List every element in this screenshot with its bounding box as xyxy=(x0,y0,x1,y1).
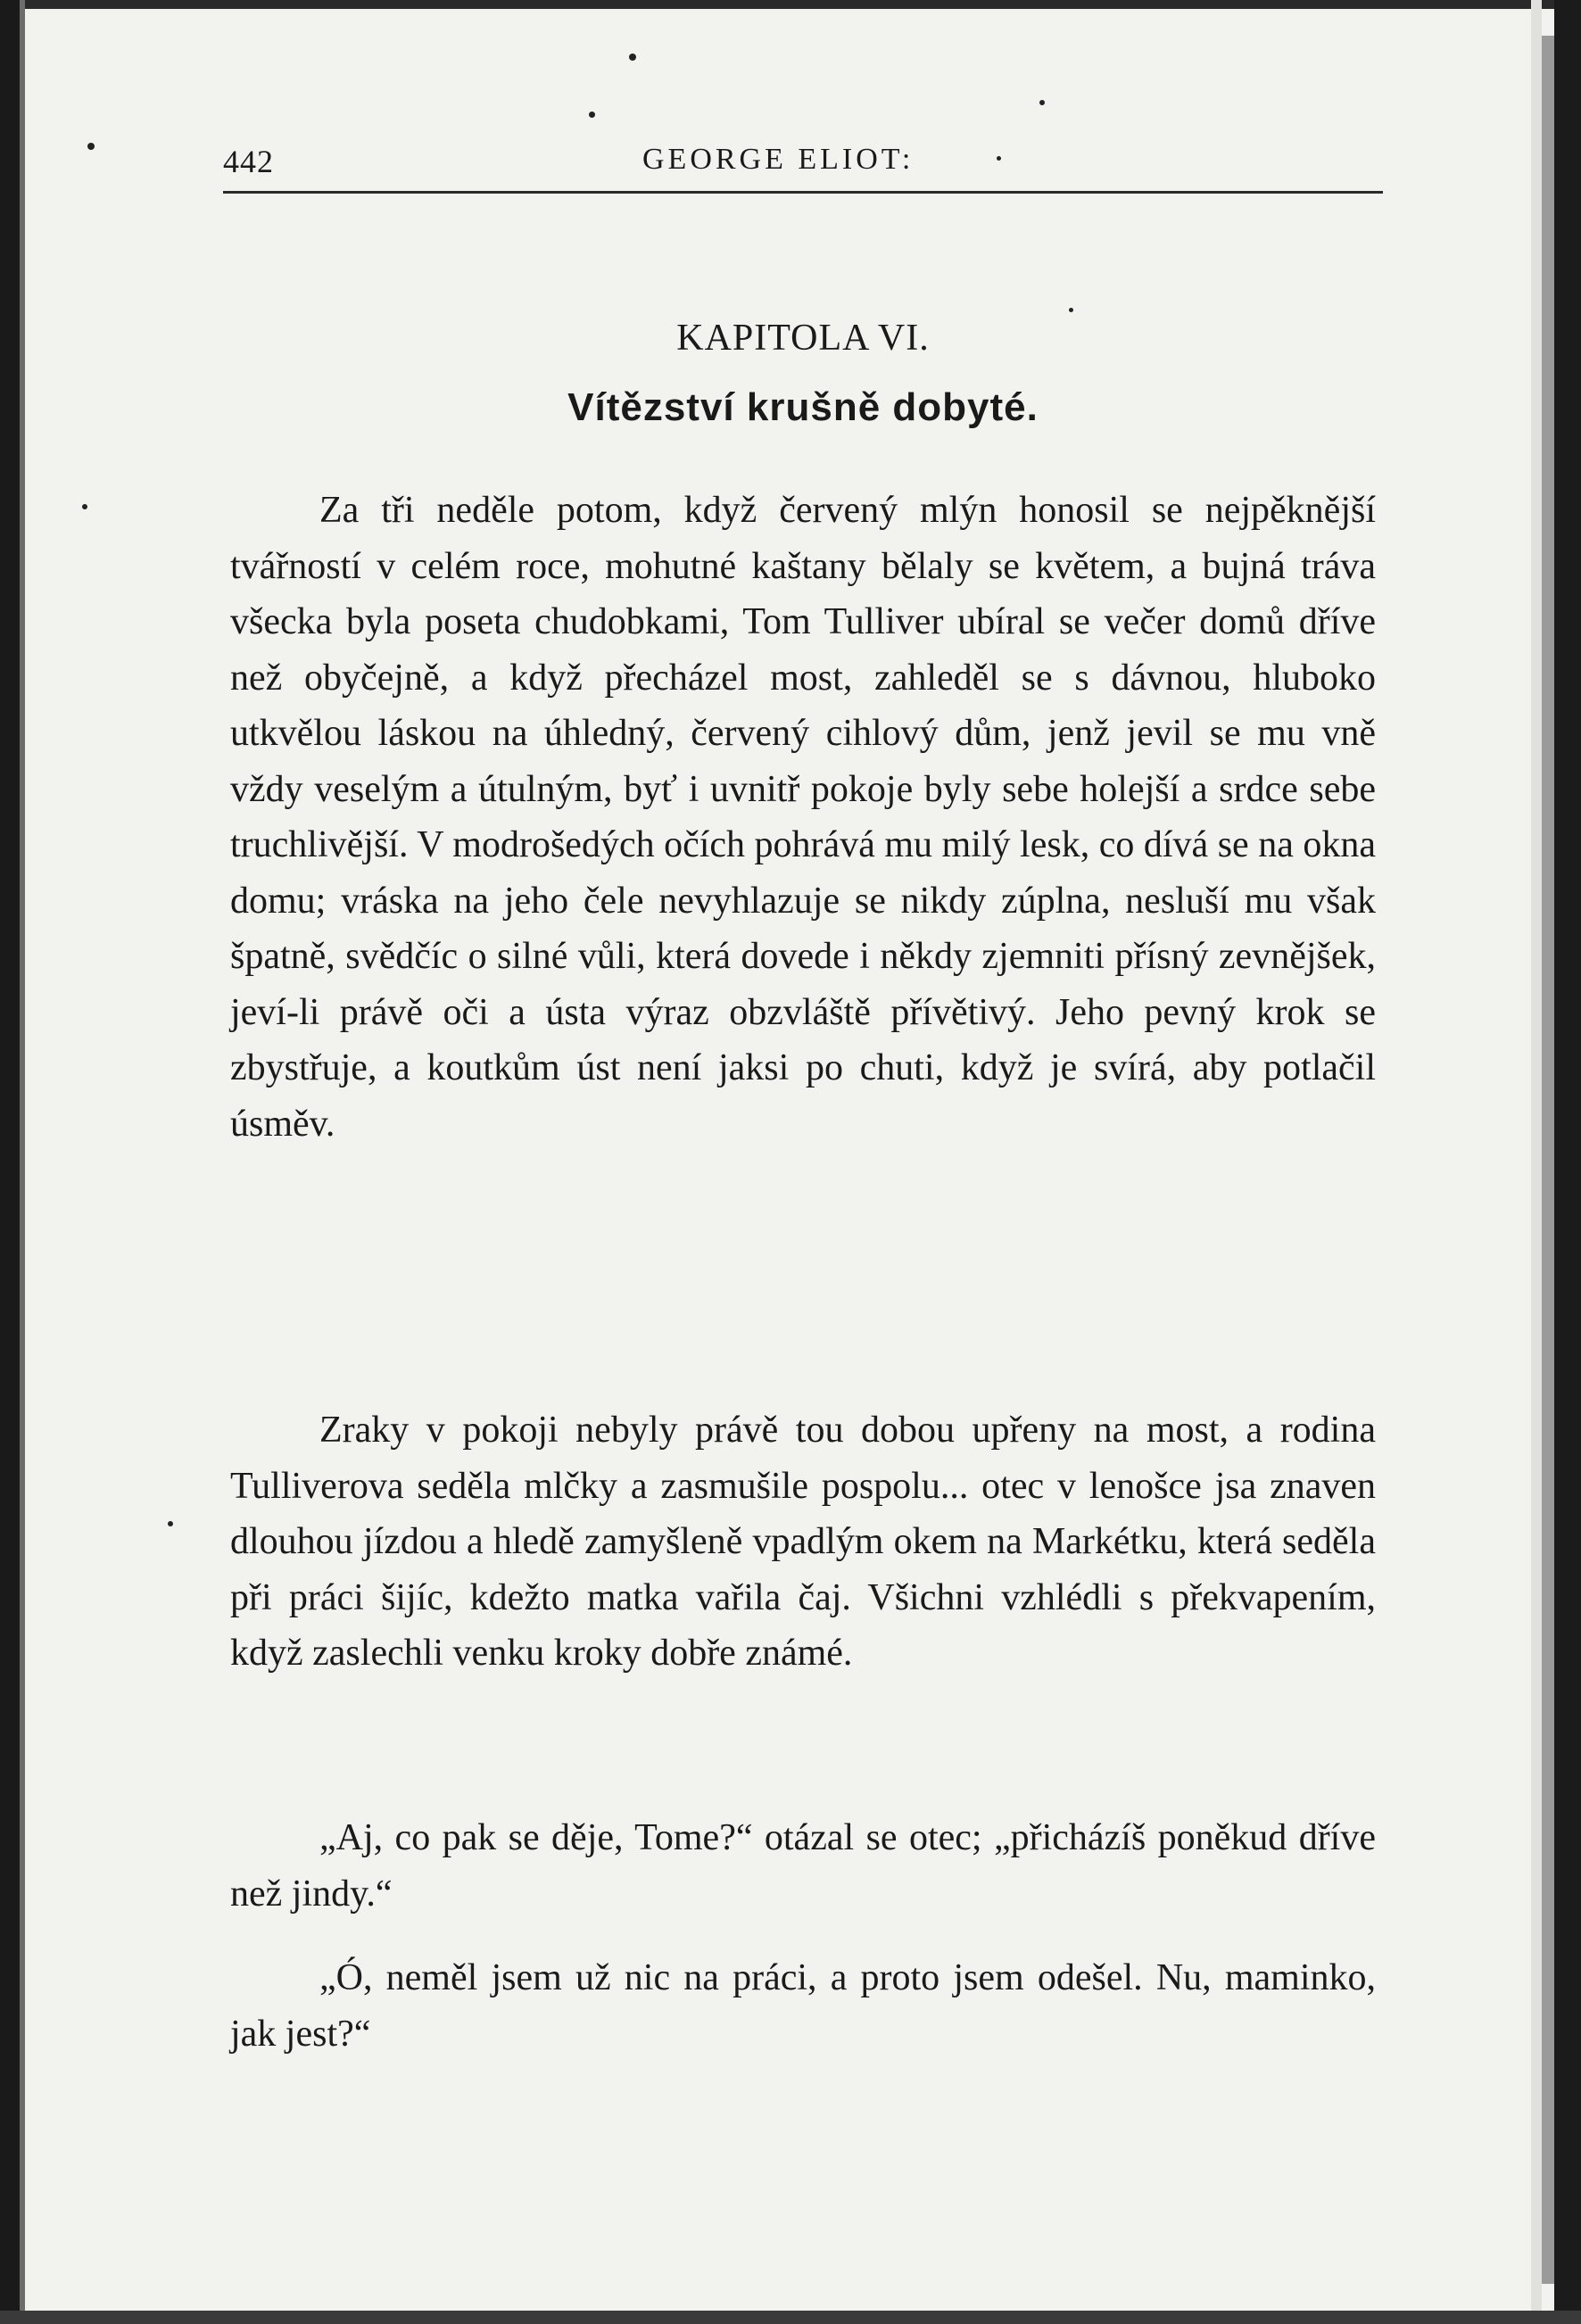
running-header xyxy=(223,143,1383,193)
paragraph: Zraky v pokoji nebyly právě tou dobou upřeny na most, a rodina Tulliverova seděla mlčky a zasmušile pospolu... otec v lenošce jsa znaven dlouhou jízdou a hledě zamyšleně vpadlým okem na Markétku, která seděla při práci šijíc, kdežto matka vařila čaj. Všichni vzhlédli s překvapením, když zaslechli venku kroky dobře známé. xyxy=(230,1410,1376,1674)
scan-edge-left xyxy=(0,0,20,2324)
paragraph: „Ó, neměl jsem už nic na práci, a proto jsem odešel. Nu, maminko, jak jest?“ xyxy=(230,1957,1376,2055)
scan-edge-bottom xyxy=(0,2311,1581,2324)
scan-edge-right-margin xyxy=(1531,0,1542,2324)
scan-edge-right-shadow xyxy=(1542,36,1554,2284)
scan-speck xyxy=(87,143,95,150)
chapter-label: KAPITOLA VI. xyxy=(676,318,930,359)
scan-speck xyxy=(1069,308,1073,312)
scan-speck xyxy=(82,504,87,509)
header-rule xyxy=(223,191,1383,194)
paragraph: Za tři neděle potom, když červený mlýn honosil se nejpěknější tvářností v celém roce, mohutné kaštany bělaly se květem, a bujná tráva všecka byla poseta chudobkami, Tom Tulliver ubíral se večer domů dříve než obyčejně, a když přecházel most, zahleděl se s dávnou, hluboko utkvělou láskou na úhledný, červený cihlový dům, jenž jevil se mu vně vždy veselým a útulným, byť i uvnitř pokoje byly sebe holejší a srdce sebe truchlivější. V modrošedých očích pohrává mu milý lesk, co dívá se na okna domu; vráska na jeho čele nevyhlazuje se nikdy zúplna, nesluší mu však špatně, svědčíc o silné vůli, která dovede i někdy zjemniti přísný zevnějšek, jeví-li právě oči a ústa výraz obzvláště přívětivý. Jeho pevný krok se zbystřuje, a koutkům úst není jaksi po chuti, když je svírá, aby potlačil úsměv. xyxy=(230,490,1376,1145)
scan-speck xyxy=(1039,100,1045,105)
scan-speck xyxy=(168,1521,173,1526)
scan-edge-left-shadow xyxy=(20,0,25,2324)
scan-speck xyxy=(589,112,595,118)
chapter-title: Vítězství krušně dobyté. xyxy=(567,385,1039,429)
paragraph: „Aj, co pak se děje, Tome?“ otázal se otec; „přicházíš poněkud dříve než jindy.“ xyxy=(230,1817,1376,1915)
page-number: 442 xyxy=(223,144,274,179)
scan-edge-right xyxy=(1554,0,1581,2324)
scan-edge-top xyxy=(0,0,1581,9)
running-head-title: GEORGE ELIOT: xyxy=(642,143,915,176)
scan-speck xyxy=(629,54,636,61)
